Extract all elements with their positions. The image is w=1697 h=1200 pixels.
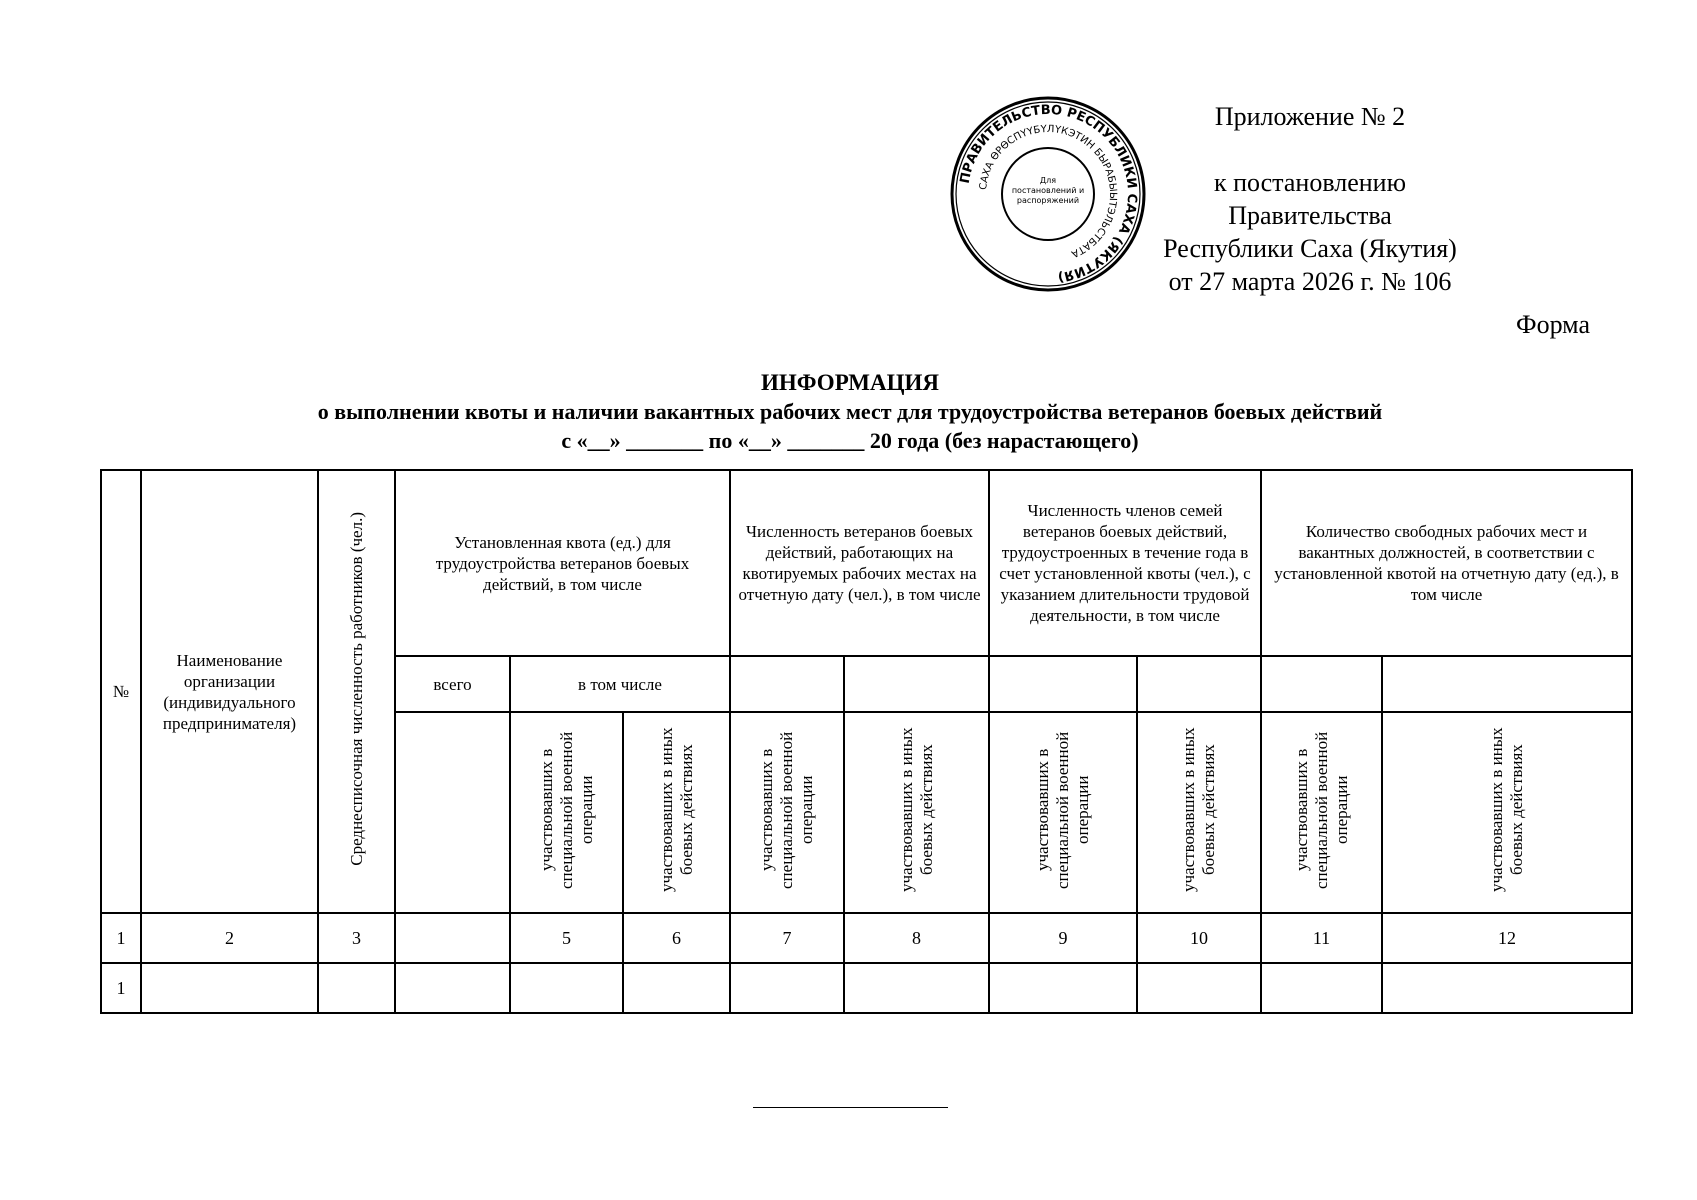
header-svo [989, 712, 1137, 913]
table-cell [395, 963, 510, 1013]
table-cell [623, 963, 730, 1013]
column-number: 7 [730, 913, 844, 963]
header-including: в том числе [510, 656, 730, 712]
header-other [1137, 712, 1261, 913]
column-number: 9 [989, 913, 1137, 963]
table-cell [1137, 963, 1261, 1013]
column-number: 2 [141, 913, 318, 963]
column-numbers-row [101, 913, 1632, 963]
header-quota: Установленная квота (ед.) для трудоустройства ветеранов боевых действий, в том числе [395, 470, 730, 656]
header-other-text: участвовавших в иных боевых действиях [1179, 727, 1219, 893]
table-cell: 1 [101, 963, 141, 1013]
header-svo-text: участвовавших в специальной военной операции [536, 731, 596, 889]
table-cell [1137, 656, 1261, 712]
header-vacant: Количество свободных рабочих мест и вакантных должностей, в соответствии с установленной квотой на отчетную дату (ед.), в том числе [1261, 470, 1632, 656]
table-cell [1382, 656, 1632, 712]
header-other-text: участвовавших в иных боевых действиях [1487, 727, 1527, 893]
table-cell [395, 712, 510, 913]
table-cell [1261, 963, 1382, 1013]
column-number [395, 913, 510, 963]
header-svo [510, 712, 623, 913]
seal-center-text: Для постановлений и распоряжений [1011, 176, 1085, 205]
official-seal [948, 94, 1148, 294]
appendix-block [1150, 100, 1470, 298]
table-cell [730, 656, 844, 712]
table-cell [989, 963, 1137, 1013]
header-svo-text: участвовавших в специальной военной операции [1033, 731, 1093, 889]
seal-inner-text: САХА ӨРӨСПҮҮБҮЛҮКЭТИН БЫРАБЫЫТЭЛЬСТБАТА [978, 123, 1119, 260]
header-total: всего [395, 656, 510, 712]
column-number: 1 [101, 913, 141, 963]
header-organization: Наименование организации (индивидуального предпринимателя) [141, 470, 318, 913]
document-heading [100, 368, 1600, 455]
header-average-staff [318, 470, 395, 913]
quota-table [100, 469, 1633, 1014]
column-number: 3 [318, 913, 395, 963]
header-svo [730, 712, 844, 913]
column-number: 10 [1137, 913, 1261, 963]
header-family: Численность членов семей ветеранов боевых действий, трудоустроенных в течение года в счет установленной квоты (чел.), с указанием длительности трудовой деятельности, в том числе [989, 470, 1261, 656]
header-average-staff-text: Среднесписочная численность работников (чел.) [346, 512, 366, 866]
header-other [1382, 712, 1632, 913]
header-number: № [101, 470, 141, 913]
appendix-republic: Республики Саха (Якутия) [1163, 234, 1457, 263]
header-other [844, 712, 989, 913]
header-svo-text: участвовавших в специальной военной операции [1291, 731, 1351, 889]
table-cell [730, 963, 844, 1013]
header-svo-text: участвовавших в специальной военной операции [757, 731, 816, 889]
table-cell [1261, 656, 1382, 712]
appendix-date: от 27 марта 2026 г. № 106 [1168, 267, 1452, 296]
column-number: 6 [623, 913, 730, 963]
header-other [623, 712, 730, 913]
header-svo [1261, 712, 1382, 913]
table-cell [1382, 963, 1632, 1013]
header-veterans: Численность ветеранов боевых действий, работающих на квотируемых рабочих местах на отчетную дату (чел.), в том числе [730, 470, 989, 656]
table-cell [844, 963, 989, 1013]
header-other-text: участвовавших в иных боевых действиях [896, 727, 936, 893]
table-cell [141, 963, 318, 1013]
seal-outer-text: ПРАВИТЕЛЬСТВО РЕСПУБЛИКИ САХА (ЯКУТИЯ) [957, 102, 1140, 285]
table-row [101, 963, 1632, 1013]
column-number: 12 [1382, 913, 1632, 963]
seal-icon [948, 94, 1148, 294]
table-cell [989, 656, 1137, 712]
document-title: ИНФОРМАЦИЯ [760, 370, 940, 395]
column-number: 11 [1261, 913, 1382, 963]
end-rule [753, 1107, 948, 1108]
column-number: 8 [844, 913, 989, 963]
form-label: Форма [1516, 310, 1590, 339]
document-period: с «__» _______ по «__» _______ 20 года (без нарастающего) [561, 428, 1139, 453]
appendix-number: Приложение № 2 [1214, 102, 1406, 131]
document-subtitle: о выполнении квоты и наличии вакантных рабочих мест для трудоустройства ветеранов боевых действий [317, 399, 1383, 424]
header-other-text: участвовавших в иных боевых действиях [656, 727, 696, 893]
table-cell [844, 656, 989, 712]
appendix-decree: к постановлению Правительства [1213, 168, 1407, 230]
column-number: 5 [510, 913, 623, 963]
table-cell [510, 963, 623, 1013]
table-cell [318, 963, 395, 1013]
